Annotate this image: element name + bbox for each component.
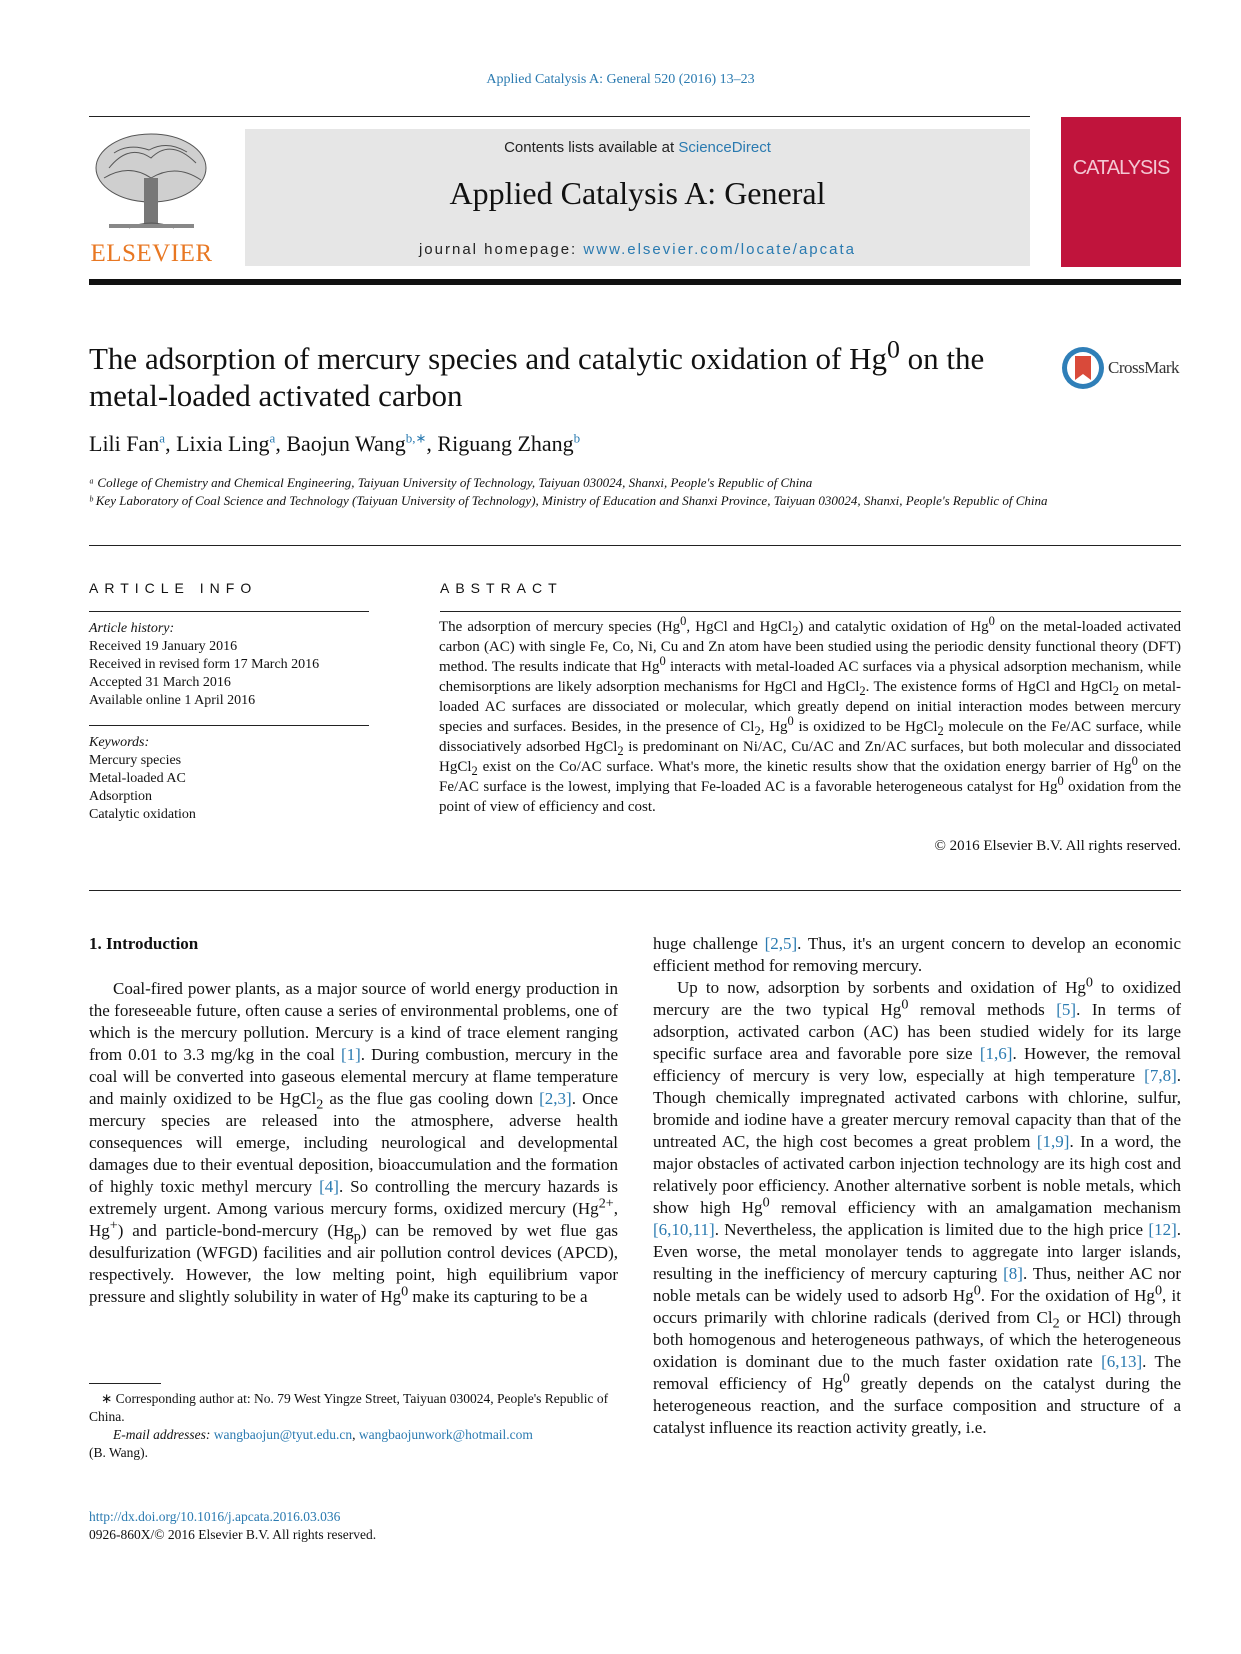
abstract-copyright: © 2016 Elsevier B.V. All rights reserved.	[934, 838, 1181, 854]
author-name[interactable]: Riguang Zhang	[437, 431, 574, 456]
author-name[interactable]: Lili Fan	[89, 431, 160, 456]
keyword: Mercury species	[89, 753, 182, 768]
corresponding-author-note: ∗ Corresponding author at: No. 79 West Yingze Street, Taiyuan 030024, People's Republic of China.	[89, 1391, 609, 1424]
doi-link[interactable]: http://dx.doi.org/10.1016/j.apcata.2016.03.036	[89, 1509, 341, 1524]
history-revised: Received in revised form 17 March 2016	[89, 657, 320, 672]
journal-citation[interactable]: Applied Catalysis A: General 520 (2016) 13–23	[486, 72, 755, 87]
keywords-label: Keywords:	[89, 735, 150, 750]
history-received: Received 19 January 2016	[89, 639, 238, 654]
citation-link[interactable]: [1,9]	[1036, 1132, 1070, 1151]
divider	[89, 890, 1181, 891]
crossmark-label: CrossMark	[1108, 358, 1180, 377]
body-column-right	[653, 933, 1181, 1439]
article-title	[89, 334, 1049, 414]
paragraph: huge challenge [2,5]. Thus, it's an urgent concern to develop an economic efficient method for removing mercury.	[653, 934, 1181, 975]
contents-line	[245, 139, 1030, 156]
footnote-rule	[89, 1383, 161, 1384]
section-heading-introduction: 1. Introduction	[89, 934, 199, 953]
paragraph: Up to now, adsorption by sorbents and oxidation of Hg$^0$ to oxidized mercury are the two typical Hg$^0$ removal methods [5]. In terms of adsorption, activated carbon (AC) has been studied widely for its large specific surface area and favorable pore size [1,6]. However, the removal efficiency of mercury is very low, especially at high temperature [7,8]. Though chemically impregnated activated carbons with chlorine, sulfur, bromide and iodine have a greater mercury removal capacity than that of the untreated AC, the high cost becomes a great problem [1,9]. In a word, the major obstacles of activated carbon injection technology are its high cost and relatively poor efficiency. Another alternative sorbent is noble metals, which show high Hg$^0$ removal efficiency with an amalgamation mechanism [6,10,11]. Nevertheless, the application is limited due to the high price [12]. Even worse, the metal monolayer tends to aggregate into larger islands, resulting in the inefficiency of mercury capturing [8]. Thus, neither AC nor noble metals can be widely used to adsorb Hg$^0$. For the oxidation of Hg$^0$, it occurs primarily with chlorine radicals (derived from $Cl_2$ or HCl) through both homogenous and heterogeneous pathways, of which the heterogeneous oxidation is dominant due to the much faster oxidation rate [6,13]. The removal efficiency of Hg$^0$ greatly depends on the catalyst during the heterogeneous reaction, and the surface composition and structure of a catalyst influence its reaction activity greatly, i.e.	[653, 974, 1182, 1437]
journal-banner	[245, 129, 1030, 266]
affiliation-a: ᵃ College of Chemistry and Chemical Engineering, Taiyuan University of Technology, Taiyuan 030024, Shanxi, People's Republic of China	[89, 475, 813, 490]
author-affiliation-link[interactable]: b	[573, 430, 581, 446]
affiliation-b: ᵇ Key Laboratory of Coal Science and Technology (Taiyuan University of Technology), Ministry of Education and Shanxi Province, Taiyuan 030024, Shanxi, People's Republic of China	[89, 493, 1048, 508]
body-column-left	[89, 978, 618, 1308]
issn-line: 0926-860X/© 2016 Elsevier B.V. All rights reserved.	[89, 1527, 377, 1542]
author-affiliation-link[interactable]: a	[159, 430, 166, 446]
citation-link[interactable]: [1,6]	[979, 1044, 1013, 1063]
citation-link[interactable]: [2,5]	[764, 934, 798, 953]
email-line: E-mail addresses: wangbaojun@tyut.edu.cn, wangbaojunwork@hotmail.com	[113, 1427, 533, 1442]
crossmark-icon	[1060, 345, 1106, 391]
homepage-prefix: journal homepage:	[418, 241, 584, 258]
divider	[89, 725, 369, 726]
citation-link[interactable]: [12]	[1148, 1220, 1177, 1239]
contents-prefix: Contents lists available at	[504, 139, 679, 156]
keyword: Adsorption	[89, 789, 152, 804]
author-affiliation-link[interactable]: a	[269, 430, 276, 446]
article-info-heading: ARTICLE INFO	[89, 580, 258, 596]
divider	[89, 611, 369, 612]
email-owner: (B. Wang).	[89, 1445, 149, 1460]
keyword: Metal-loaded AC	[89, 771, 186, 786]
author-list: Lili Fan$^a$, Lixia Ling$^a$, Baojun Wang$^{b,∗}$, Riguang Zhang$^b$	[89, 430, 581, 456]
email-link[interactable]: wangbaojunwork@hotmail.com	[358, 1427, 533, 1442]
elsevier-wordmark: ELSEVIER	[90, 240, 213, 267]
citation-link[interactable]: [6,13]	[1101, 1352, 1143, 1371]
abstract-heading: ABSTRACT	[440, 580, 563, 596]
doi-block	[89, 1508, 618, 1544]
citation-link[interactable]: [2,3]	[539, 1089, 572, 1108]
citation-link[interactable]: [5]	[1056, 1000, 1077, 1019]
divider	[89, 545, 1181, 546]
cover-title: CATALYSIS	[1072, 157, 1170, 179]
elsevier-logo[interactable]	[89, 128, 214, 268]
title-superscript: 0	[887, 334, 900, 364]
divider	[440, 611, 1181, 612]
homepage-line	[245, 241, 1030, 258]
journal-title: Applied Catalysis A: General	[449, 175, 826, 211]
title-text-1: The adsorption of mercury species and catalytic oxidation of Hg	[89, 341, 887, 376]
footnote	[89, 1390, 618, 1462]
keyword: Catalytic oxidation	[89, 807, 196, 822]
history-label: Article history:	[89, 621, 175, 636]
top-rule	[89, 116, 1030, 117]
citation-link[interactable]: [1]	[340, 1045, 361, 1064]
citation-link[interactable]: [8]	[1003, 1264, 1023, 1283]
crossmark-badge[interactable]	[1060, 345, 1182, 395]
email-label: E-mail addresses:	[113, 1427, 214, 1442]
author-affiliation-link[interactable]: b,∗	[405, 430, 427, 446]
citation-link[interactable]: [7,8]	[1144, 1066, 1177, 1085]
sciencedirect-link[interactable]: ScienceDirect	[678, 139, 771, 156]
header-rule	[89, 279, 1181, 285]
author-name[interactable]: Baojun Wang	[286, 431, 406, 456]
elsevier-tree-icon	[89, 128, 214, 233]
author-name[interactable]: Lixia Ling	[176, 431, 270, 456]
email-link[interactable]: wangbaojun@tyut.edu.cn	[213, 1427, 353, 1442]
title-text-2: on the metal-loaded activated carbon	[89, 341, 985, 413]
abstract-body: The adsorption of mercury species (Hg$^0$, HgCl and HgCl$_2$) and catalytic oxidation of Hg$^0$ on the metal-loaded activated carbon (AC) with single Fe, Co, Ni, Cu and Zn atom have been studied using the periodic density functional theory (DFT) method. The results indicate that Hg$^0$ interacts with metal-loaded AC surfaces via a physical adsorption mechanism, while chemisorptions are likely adsorption mechanisms for HgCl and HgCl$_2$. The existence forms of HgCl and HgCl$_2$ on metal-loaded AC surfaces are dissociated or molecular, which greatly depend on initial interaction modes between mercury species and surfaces. Besides, in the presence of $Cl_2$, Hg$^0$ is oxidized to be HgCl$_2$ molecule on the Fe/AC surface, while dissociatively adsorbed HgCl$_2$ is predominant on Ni/AC, Cu/AC and Zn/AC surfaces, but both molecular and dissociated HgCl$_2$ exist on the Co/AC surface. What's more, the kinetic results show that the oxidation energy barrier of Hg$^0$ on the Fe/AC surface is the lowest, implying that Fe-loaded AC is a favorable heterogeneous catalyst for Hg$^0$ oxidation from the point of view of efficiency and cost.	[439, 614, 1182, 815]
citation-link[interactable]: [6,10,11]	[653, 1220, 715, 1239]
homepage-link[interactable]: www.elsevier.com/locate/apcata	[583, 241, 857, 258]
paragraph: Coal-fired power plants, as a major source of world energy production in the foreseeable future, often cause a series of environmental problems, one of which is the mercury pollution. Mercury is a kind of trace element ranging from 0.01 to 3.3 mg/kg in the coal [1]. During combustion, mercury in the coal will be converted into gaseous elemental mercury at flame temperature and mainly oxidized to be HgCl$_2$ as the flue gas cooling down [2,3]. Once mercury species are released into the atmosphere, adverse health consequences will emerge, including neurological and developmental damages due to their eventual deposition, bioaccumulation and the formation of highly toxic methyl mercury [4]. So controlling the mercury hazards is extremely urgent. Among various mercury forms, oxidized mercury ($Hg^{2+}$, Hg+) and particle-bond-mercury $(Hg_p)$ can be removed by wet flue gas desulfurization (WFGD) facilities and air pollution control devices (APCD), respectively. However, the low melting point, high equilibrium vapor pressure and slightly solubility in water of Hg$^0$ make its capturing to be a	[89, 979, 618, 1306]
history-online: Available online 1 April 2016	[89, 693, 256, 708]
history-accepted: Accepted 31 March 2016	[89, 675, 231, 690]
citation-link[interactable]: [4]	[319, 1177, 339, 1196]
journal-cover-image[interactable]	[1061, 117, 1181, 267]
